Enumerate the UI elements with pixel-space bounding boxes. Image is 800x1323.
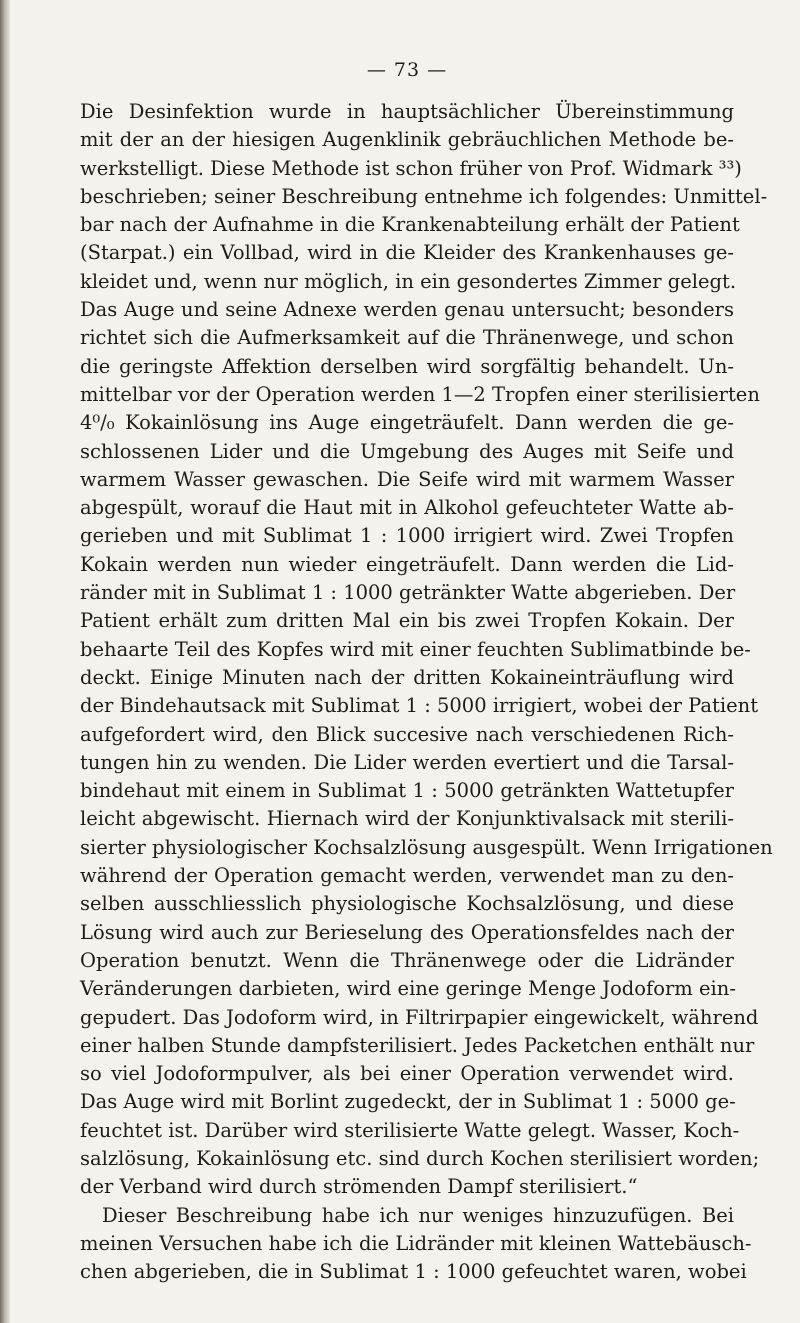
text-line: einer halben Stunde dampfsterilisiert. Jedes Packetchen enthält nur (80, 1033, 755, 1057)
text-line: der Verband wird durch strömenden Dampf sterilisiert.“ (80, 1175, 638, 1199)
text-line: während der Operation gemacht werden, verwendet man zu den- (80, 864, 734, 888)
text-line: deckt. Einige Minuten nach der dritten Kokaineinträuflung wird (80, 665, 734, 689)
text-line: Operation benutzt. Wenn die Thränenwege oder die Lidränder (80, 948, 734, 972)
text-line: werkstelligt. Diese Methode ist schon früher von Prof. Widmark ³³) (80, 156, 742, 180)
book-page (80, 58, 773, 1286)
text-line: mittelbar vor der Operation werden 1—2 Tropfen einer sterilisierten (80, 382, 760, 406)
text-line: Patient erhält zum dritten Mal ein bis zwei Tropfen Kokain. Der (80, 609, 734, 633)
text-line: bindehaut mit einem in Sublimat 1 : 5000 getränkten Wattetupfer (80, 779, 734, 803)
text-line: bar nach der Aufnahme in die Krankenabteilung erhält der Patient (80, 213, 740, 237)
text-line: warmem Wasser gewaschen. Die Seife wird mit warmem Wasser (80, 467, 734, 491)
text-line: feuchtet ist. Darüber wird sterilisierte Watte gelegt. Wasser, Koch- (80, 1118, 740, 1142)
text-line: beschrieben; seiner Beschreibung entnehme ich folgendes: Unmittel- (80, 184, 768, 208)
text-line: salzlösung, Kokainlösung etc. sind durch Kochen sterilisiert worden; (80, 1146, 760, 1170)
text-line: (Starpat.) ein Vollbad, wird in die Kleider des Krankenhauses ge- (80, 241, 734, 265)
text-line: sierter physiologischer Kochsalzlösung ausgespült. Wenn Irrigationen (80, 835, 773, 859)
text-line: Die Desinfektion wurde in hauptsächlicher Übereinstimmung (80, 100, 734, 123)
text-line: Das Auge wird mit Borlint zugedeckt, der in Sublimat 1 : 5000 ge- (80, 1090, 736, 1114)
text-line: leicht abgewischt. Hiernach wird der Konjunktivalsack mit sterili- (80, 807, 734, 831)
text-line: 4⁰/₀ Kokainlösung ins Auge eingeträufelt. Dann werden die ge- (80, 411, 734, 435)
page-number: — 73 — (366, 59, 448, 81)
text-line: richtet sich die Aufmerksamkeit auf die Thränenwege, und schon (80, 326, 734, 350)
text-line: chen abgerieben, die in Sublimat 1 : 1000 gefeuchtet waren, wobei (80, 1260, 747, 1284)
text-line: Lösung wird auch zur Berieselung des Operationsfeldes nach der (80, 920, 734, 944)
text-line: Dieser Beschreibung habe ich nur weniges hinzuzufügen. Bei (102, 1203, 734, 1227)
text-line: abgespült, worauf die Haut mit in Alkohol gefeuchteter Watte ab- (80, 496, 734, 520)
text-line: mit der an der hiesigen Augenklinik gebräuchlichen Methode be- (80, 128, 734, 152)
text-line: gepudert. Das Jodoform wird, in Filtrirpapier eingewickelt, während (80, 1005, 759, 1029)
text-line: meinen Versuchen habe ich die Lidränder mit kleinen Wattebäusch- (80, 1231, 752, 1255)
text-line: schlossenen Lider und die Umgebung des Auges mit Seife und (80, 439, 734, 463)
text-line: tungen hin zu wenden. Die Lider werden evertiert und die Tarsal- (80, 750, 734, 774)
text-line: ränder mit in Sublimat 1 : 1000 getränkter Watte abgerieben. Der (80, 581, 736, 605)
body-text (80, 98, 773, 1286)
text-line: Das Auge und seine Adnexe werden genau untersucht; besonders (80, 298, 734, 322)
text-line: so viel Jodoformpulver, als bei einer Operation verwendet wird. (80, 1062, 734, 1086)
text-line: selben ausschliesslich physiologische Kochsalzlösung, und diese (80, 892, 734, 916)
text-line: gerieben und mit Sublimat 1 : 1000 irrigiert wird. Zwei Tropfen (80, 524, 734, 548)
text-line: kleidet und, wenn nur möglich, in ein gesondertes Zimmer gelegt. (80, 269, 737, 293)
text-line: Kokain werden nun wieder eingeträufelt. Dann werden die Lid- (80, 552, 734, 576)
text-line: die geringste Affektion derselben wird sorgfältig behandelt. Un- (80, 354, 734, 378)
text-line: aufgefordert wird, den Blick succesive nach verschiedenen Rich- (80, 722, 734, 746)
text-line: der Bindehautsack mit Sublimat 1 : 5000 irrigiert, wobei der Patient (80, 694, 759, 718)
text-line: Veränderungen darbieten, wird eine geringe Menge Jodoform ein- (80, 977, 736, 1001)
page-binding-edge (0, 0, 10, 1323)
text-line: behaarte Teil des Kopfes wird mit einer feuchten Sublimatbinde be- (80, 637, 751, 661)
